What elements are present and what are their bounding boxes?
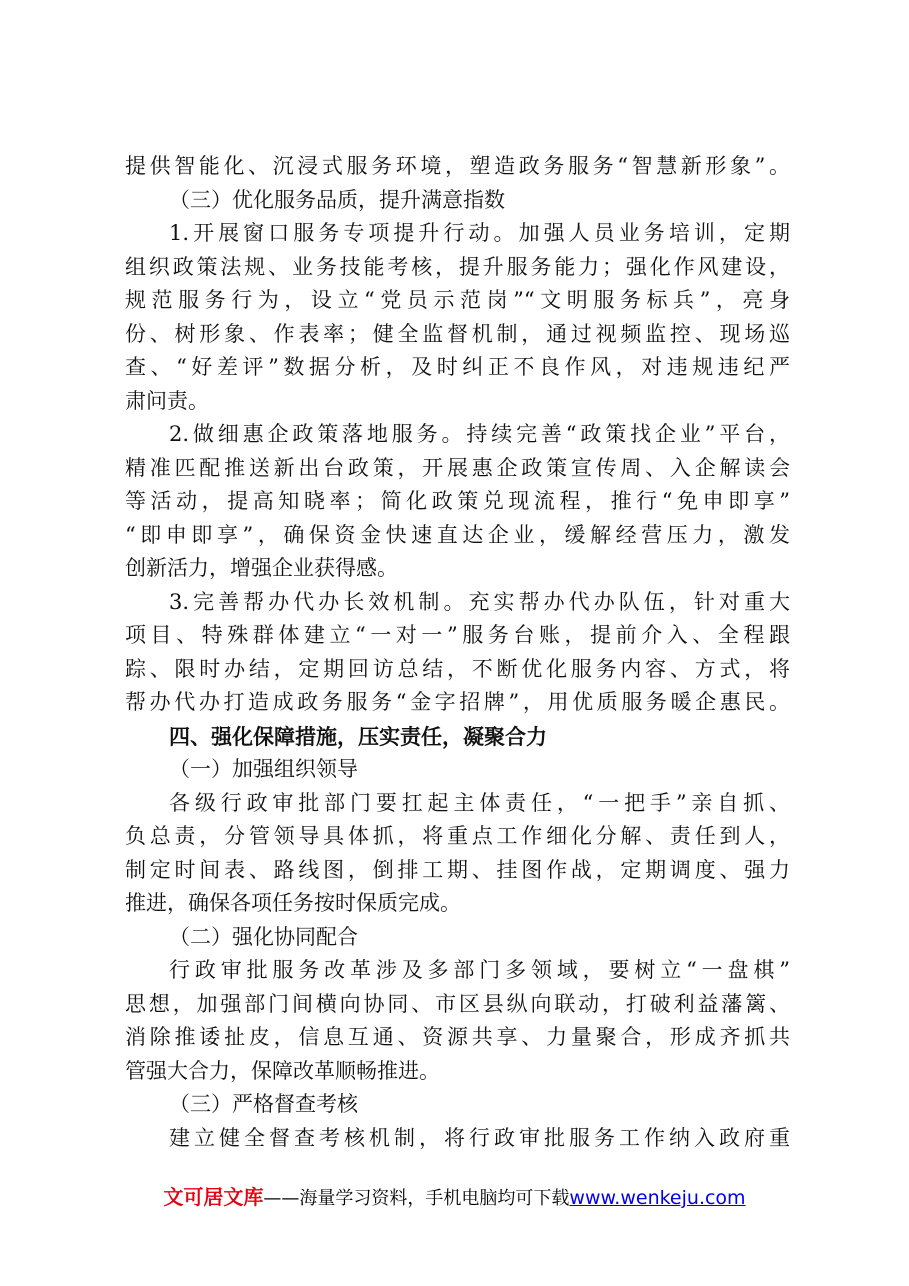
paragraph-line: 踪、限时办结，定期回访总结，不断优化服务内容、方式，将 (125, 656, 790, 681)
paragraph-line: 行政审批服务改革涉及多部门多领域，要树立“一盘棋” (169, 958, 790, 982)
paragraph-line: 负总责，分管领导具体抓，将重点工作细化分解、责任到人， (125, 824, 790, 848)
paragraph-line: 份、树形象、作表率；健全监督机制，通过视频监控、现场巡 (125, 321, 790, 346)
paragraph-line: “即申即享”，确保资金快速直达企业，缓解经营压力，激发 (125, 522, 790, 547)
paragraph-line: 2.做细惠企政策落地服务。持续完善“政策找企业”平台， (169, 422, 790, 446)
paragraph-line: 1.开展窗口服务专项提升行动。加强人员业务培训，定期 (169, 221, 790, 245)
paragraph-line: 项目、特殊群体建立“一对一”服务台账，提前介入、全程跟 (125, 623, 790, 647)
paragraph-line: 规范服务行为，设立“党员示范岗”“文明服务标兵”，亮身 (125, 288, 790, 312)
paragraph-line: 组织政策法规、业务技能考核，提升服务能力；强化作风建设， (125, 254, 790, 279)
paragraph-line: 创新活力，增强企业获得感。 (125, 556, 398, 580)
section-heading: （二）强化协同配合 (169, 924, 358, 949)
paragraph-line: 各级行政审批部门要扛起主体责任，“一把手”亲自抓、 (169, 790, 790, 815)
chapter-heading: 四、强化保障措施，压实责任，凝聚合力 (169, 723, 547, 749)
paragraph-line: 精准匹配推送新出台政策，开展惠企政策宣传周、入企解读会 (125, 455, 790, 480)
paragraph-line: 肃问责。 (125, 388, 209, 413)
section-heading: （三）严格督查考核 (169, 1092, 358, 1116)
section-heading: （一）加强组织领导 (169, 757, 358, 781)
paragraph-line: 消除推诿扯皮，信息互通、资源共享、力量聚合，形成齐抓共 (125, 1025, 790, 1049)
section-heading: （三）优化服务品质，提升满意指数 (169, 187, 505, 212)
footer-slogan: ——海量学习资料，手机电脑均可下载 (263, 1188, 570, 1209)
paragraph-line: 查、“好差评”数据分析，及时纠正不良作风，对违规违纪严 (125, 355, 790, 379)
paragraph-line: 提供智能化、沉浸式服务环境，塑造政务服务“智慧新形象”。 (125, 154, 790, 178)
footer-link[interactable]: www.wenkeju.com (569, 1187, 746, 1209)
page-footer (0, 1184, 909, 1212)
document-body (125, 150, 790, 1155)
paragraph-line: 等活动，提高知晓率；简化政策兑现流程，推行“免申即享” (125, 489, 790, 513)
paragraph-line: 思想，加强部门间横向协同、市区县纵向联动，打破利益藩篱、 (125, 991, 790, 1016)
paragraph-line: 帮办代办打造成政务服务“金字招牌”，用优质服务暖企惠民。 (125, 690, 790, 714)
footer-brand: 文可居文库 (163, 1185, 264, 1209)
paragraph-line: 推进，确保各项任务按时保质完成。 (125, 891, 461, 915)
paragraph-line: 制定时间表、路线图，倒排工期、挂图作战，定期调度、强力 (125, 857, 790, 882)
paragraph-line: 3.完善帮办代办长效机制。充实帮办代办队伍，针对重大 (169, 589, 790, 614)
paragraph-line: 建立健全督查考核机制，将行政审批服务工作纳入政府重 (169, 1125, 790, 1150)
paragraph-line: 管强大合力，保障改革顺畅推进。 (125, 1058, 440, 1083)
